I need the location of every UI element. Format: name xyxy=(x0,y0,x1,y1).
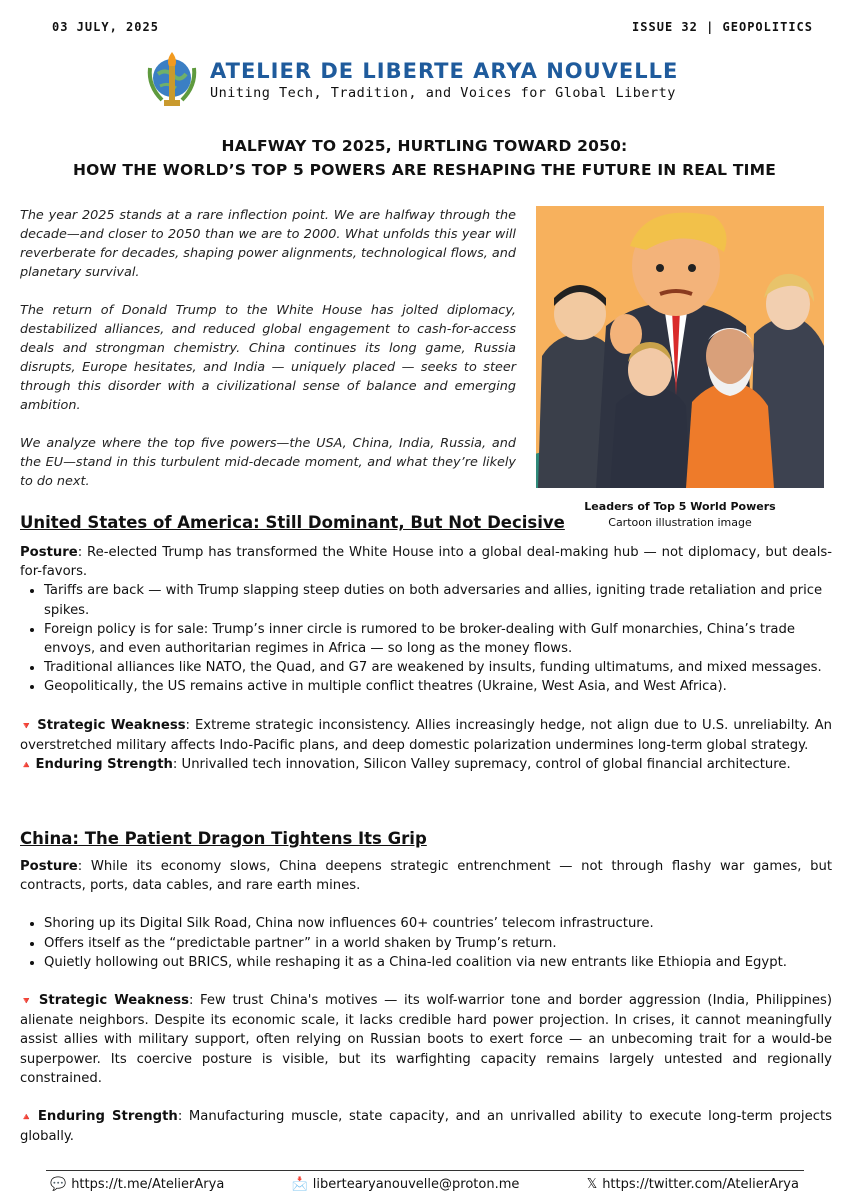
figure-caption-subtitle: Cartoon illustration image xyxy=(608,516,752,529)
headline-line-2: HOW THE WORLD’S TOP 5 POWERS ARE RESHAPING THE FUTURE IN REAL TIME xyxy=(72,161,777,179)
envelope-icon: 📩 xyxy=(291,1177,308,1192)
strength-label: Enduring Strength xyxy=(37,1109,178,1125)
list-item: • Quietly hollowing out BRICS, while reshaping it as a China-led coalition via new entrants like Ethiopia and Egypt. xyxy=(44,953,832,972)
china-bullet-list xyxy=(20,914,832,972)
footer-divider xyxy=(46,1170,804,1171)
telegram-url: https://t.me/AtelierArya xyxy=(71,1177,225,1192)
usa-section-body xyxy=(20,543,832,775)
brand-title: ATELIER DE LIBERTE ARYA NOUVELLE xyxy=(210,59,679,83)
speech-bubble-icon: 💬 xyxy=(50,1177,67,1192)
list-item: • Geopolitically, the US remains active in multiple conflict theatres (Ukraine, West Asia, and West Africa). xyxy=(44,677,832,696)
down-triangle-icon: 🔻 xyxy=(20,720,34,732)
usa-strength xyxy=(20,755,832,775)
usa-posture xyxy=(20,543,832,581)
posture-text: : While its economy slows, China deepens strategic entrenchment — not through flashy war games, but contracts, ports, data cables, and rare earth mines. xyxy=(20,859,832,894)
posture-label: Posture xyxy=(20,859,78,874)
intro-paragraph: The return of Donald Trump to the White House has jolted diplomacy, destabilized alliances, and reduced global engagement to cash-for-access deals and strongman chemistry. China continues its long game, Russia disrupts, Europe hesitates, and India — uniquely placed — seeks to steer through this disorder with a civilizational sense of balance and emerging ambition. xyxy=(20,303,516,413)
intro-text xyxy=(20,206,516,510)
issue-date: 03 JULY, 2025 xyxy=(52,20,159,34)
weakness-label: Strategic Weakness xyxy=(37,717,186,733)
footer xyxy=(50,1177,799,1192)
usa-section-heading: United States of America: Still Dominant, But Not Decisive xyxy=(20,513,565,532)
leaders-figure xyxy=(536,206,824,529)
list-item: • Traditional alliances like NATO, the Quad, and G7 are weakened by insults, funding ultimatums, and mixed messages. xyxy=(44,658,832,677)
issue-number: ISSUE 32 | GEOPOLITICS xyxy=(632,20,813,34)
x-logo-icon: 𝕏 xyxy=(586,1177,598,1192)
strength-text: : Unrivalled tech innovation, Silicon Valley supremacy, control of global financial architecture. xyxy=(172,757,791,773)
figure-caption-title: Leaders of Top 5 World Powers xyxy=(584,500,776,513)
list-item: • Shoring up its Digital Silk Road, China now influences 60+ countries’ telecom infrastructure. xyxy=(44,914,832,933)
weakness-text: : Extreme strategic inconsistency. Allies increasingly hedge, not align due to U.S. unreliabilty. An overstretched military affects Indo-Pacific plans, and deep domestic polarization undermines long-term global strategy. xyxy=(20,717,833,753)
leaders-cartoon-illustration xyxy=(536,206,824,488)
article-headline xyxy=(20,134,829,182)
x-link[interactable] xyxy=(587,1177,799,1192)
masthead xyxy=(140,48,678,112)
list-item: • Offers itself as the “predictable partner” in a world shaken by Trump’s return. xyxy=(44,934,832,953)
brand-text xyxy=(210,59,678,101)
strength-label: Enduring Strength xyxy=(35,757,173,773)
weakness-text: : Few trust China's motives — its wolf-warrior tone and border aggression (India, Philippines) alienate neighbors. Despite its economic scale, it lacks credible hard power projection. In crises, it cannot meaningfully assist allies with military support, often relying on Russian boots to exert force — an unbecoming trait for a would-be superpower. Its coercive posture is visible, but its warfighting capacity remains largely untested and regionally constrained. xyxy=(20,993,832,1086)
top-bar xyxy=(52,20,813,34)
telegram-link[interactable] xyxy=(50,1177,224,1192)
china-section-body xyxy=(20,857,832,1146)
weakness-label: Strategic Weakness xyxy=(38,993,189,1009)
brand-tagline: Uniting Tech, Tradition, and Voices for Global Liberty xyxy=(210,85,676,101)
email-link[interactable] xyxy=(292,1177,520,1192)
down-triangle-icon: 🔻 xyxy=(20,996,35,1008)
email-address: libertearyanouvelle@proton.me xyxy=(312,1177,520,1192)
china-section-heading: China: The Patient Dragon Tightens Its Grip xyxy=(20,829,427,848)
usa-weakness xyxy=(20,716,832,755)
usa-bullet-list xyxy=(20,581,832,696)
list-item: • Foreign policy is for sale: Trump’s inner circle is rumored to be broker-dealing with Gulf monarchies, China’s trade envoys, and even authoritarian regimes in Africa — so long as the money flows. xyxy=(44,620,832,658)
headline-line-1: HALFWAY TO 2025, HURTLING TOWARD 2050: xyxy=(221,137,628,155)
china-weakness xyxy=(20,991,832,1088)
china-strength xyxy=(20,1107,832,1146)
china-posture xyxy=(20,857,832,895)
intro-paragraph: We analyze where the top five powers—the USA, China, India, Russia, and the EU—stand in this turbulent mid-decade moment, and what they’re likely to do next. xyxy=(20,436,516,489)
posture-text: : Re-elected Trump has transformed the White House into a global deal-making hub — not diplomacy, but deals-for-favors. xyxy=(20,545,832,580)
up-triangle-icon: 🔺 xyxy=(20,760,33,772)
intro-paragraph: The year 2025 stands at a rare inflection point. We are halfway through the decade—and closer to 2050 than we are to 2000. What unfolds this year will reverberate for decades, shaping power alignments, technological flows, and planetary survival. xyxy=(20,208,516,280)
strength-text: : Manufacturing muscle, state capacity, and an unrivalled ability to execute long-term projects globally. xyxy=(20,1109,832,1145)
torch-laurel-icon xyxy=(140,48,204,112)
up-triangle-icon: 🔺 xyxy=(20,1112,35,1124)
list-item: • Tariffs are back — with Trump slapping steep duties on both adversaries and allies, igniting trade retaliation and price spikes. xyxy=(44,581,832,619)
x-url: https://twitter.com/AtelierArya xyxy=(602,1177,799,1192)
posture-label: Posture xyxy=(20,545,78,560)
